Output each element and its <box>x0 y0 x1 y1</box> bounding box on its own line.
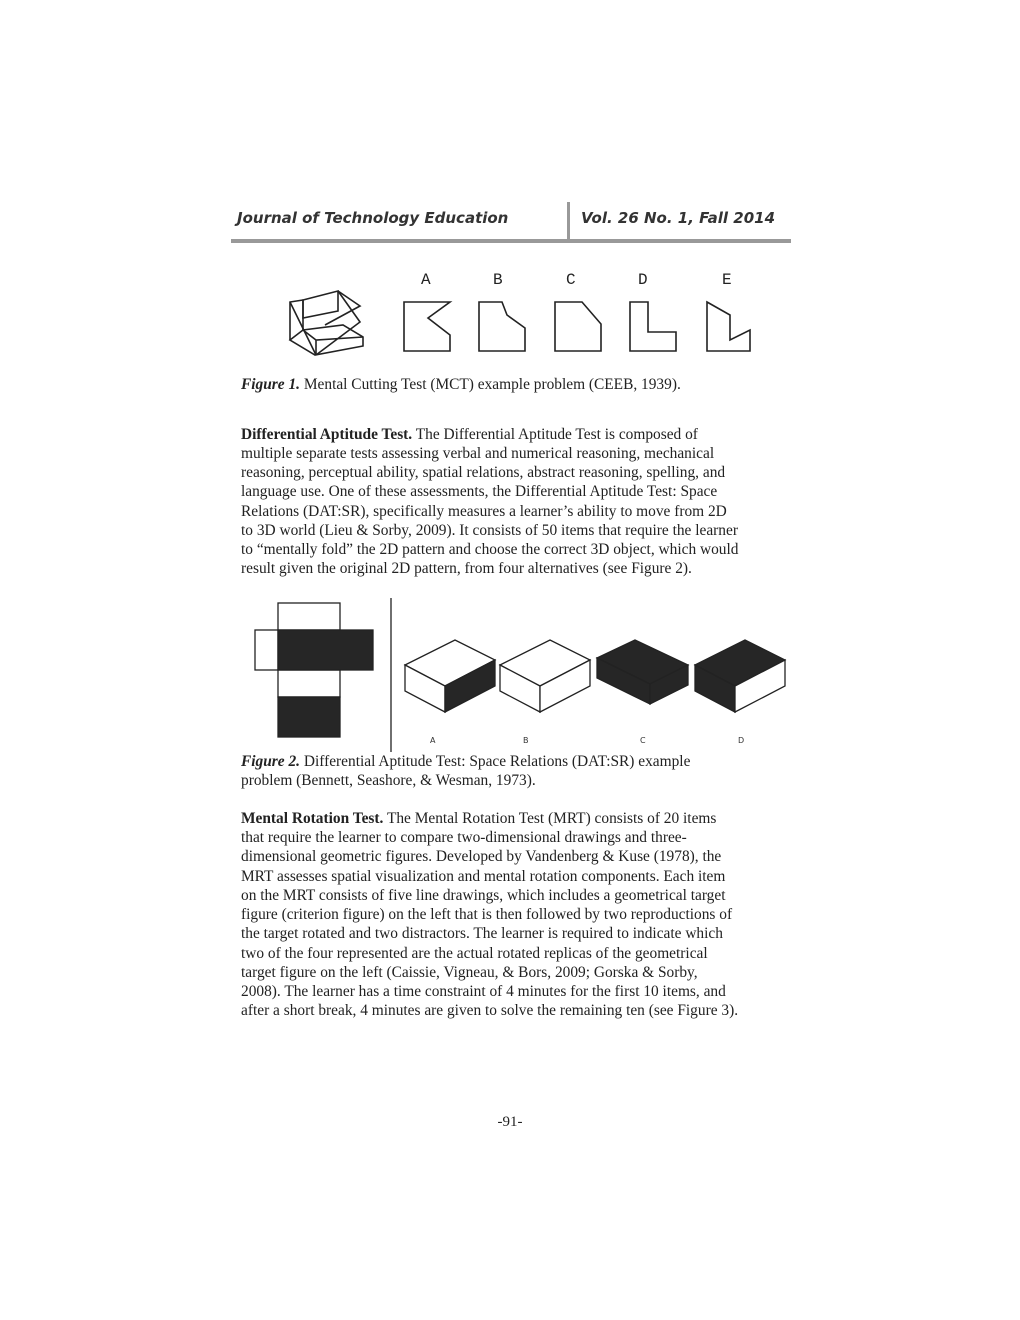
volume-info: Vol. 26 No. 1, Fall 2014 <box>581 209 776 227</box>
section1-heading: Differential Aptitude Test. <box>241 426 413 443</box>
journal-title: Journal of Technology Education <box>237 209 509 227</box>
option-b-shape <box>479 302 525 351</box>
figure-2-caption-line: problem (Bennett, Seashore, & Wesman, 1973). <box>241 772 536 789</box>
box-a-label: A <box>430 736 436 745</box>
box-d <box>695 640 785 712</box>
option-d-shape <box>630 302 676 351</box>
section2-line: two of the four represented are the actual rotated replicas of the geometrical <box>241 945 708 962</box>
section1-line: multiple separate tests assessing verbal and numerical reasoning, mechanical <box>241 445 715 462</box>
box-c <box>597 640 688 704</box>
section1-line: to 3D world (Lieu & Sorby, 2009). It consists of 50 items that require the learner <box>241 522 738 539</box>
page-number: -91- <box>497 1114 523 1130</box>
section2-line-0: Mental Rotation Test. The Mental Rotation Test (MRT) consists of 20 items <box>241 810 717 827</box>
section2-line: on the MRT consists of five line drawings, which includes a geometrical target <box>241 887 726 904</box>
figure-2-caption: Figure 2. Differential Aptitude Test: Space Relations (DAT:SR) example <box>241 753 691 770</box>
option-a-label: A <box>421 271 431 289</box>
box-a <box>405 640 495 712</box>
option-a-shape <box>404 302 450 351</box>
option-c-shape <box>555 302 601 351</box>
section2-line: MRT assesses spatial visualization and mental rotation components. Each item <box>241 868 726 885</box>
option-e-label: E <box>722 271 732 289</box>
box-d-label: D <box>738 736 745 745</box>
section1-line: reasoning, perceptual ability, spatial relations, abstract reasoning, spelling, and <box>241 464 726 481</box>
section1-line: language use. One of these assessments, the Differential Aptitude Test: Space <box>241 483 718 500</box>
figure-2-image <box>255 598 785 752</box>
cube-figure <box>290 291 363 355</box>
option-e-shape <box>707 302 750 351</box>
net-pattern <box>255 603 373 737</box>
section1-line: Relations (DAT:SR), specifically measures a learner’s ability to move from 2D <box>241 503 727 520</box>
section1-line-0: Differential Aptitude Test. The Differential Aptitude Test is composed of <box>241 426 698 443</box>
option-b-label: B <box>493 271 503 289</box>
section2-line: figure (criterion figure) on the left that is then followed by two reproductions of <box>241 906 733 923</box>
section2-line: after a short break, 4 minutes are given to solve the remaining ten (see Figure 3). <box>241 1002 739 1019</box>
section2-line: dimensional geometric figures. Developed by Vandenberg & Kuse (1978), the <box>241 848 722 865</box>
box-b <box>500 640 590 712</box>
section2-heading: Mental Rotation Test. <box>241 810 384 827</box>
section2-line: that require the learner to compare two-dimensional drawings and three- <box>241 829 687 846</box>
section1-line: result given the original 2D pattern, from four alternatives (see Figure 2). <box>241 560 692 577</box>
section2-line: 2008). The learner has a time constraint of 4 minutes for the first 10 items, and <box>241 983 726 1000</box>
box-b-label: B <box>523 736 529 745</box>
option-c-label: C <box>566 271 576 289</box>
section2-line: the target rotated and two distractors. The learner is required to indicate which <box>241 925 723 942</box>
option-d-label: D <box>638 271 648 289</box>
figure-1-caption: Figure 1. Mental Cutting Test (MCT) example problem (CEEB, 1939). <box>241 376 681 393</box>
section2-line: target figure on the left (Caissie, Vigneau, & Bors, 2009; Gorska & Sorby, <box>241 964 698 981</box>
box-c-label: C <box>640 736 646 745</box>
section1-line: to “mentally fold” the 2D pattern and choose the correct 3D object, which would <box>241 541 739 558</box>
